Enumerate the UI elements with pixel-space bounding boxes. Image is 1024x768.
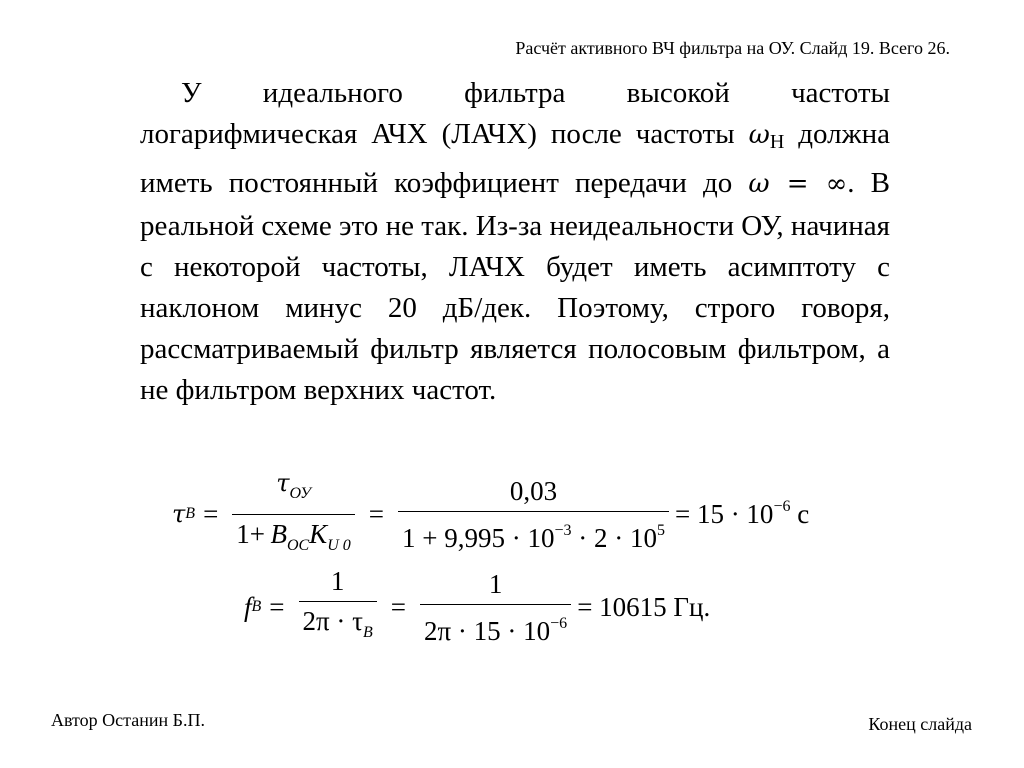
body-text-part2: должна иметь постоянный коэффициент передачи до	[140, 118, 891, 200]
footer-end-label: Конец слайда	[868, 714, 972, 734]
f1-fraction-2	[398, 476, 669, 553]
f2-fraction-2	[420, 569, 571, 646]
f1-frac2-denominator	[398, 511, 669, 553]
f2-result: = 10615 Гц.	[577, 591, 711, 622]
f1-frac2-den-mid: · 2 · 10	[571, 522, 657, 553]
f1-frac1-denominator	[232, 514, 354, 561]
f1-frac2-den-exp2: 5	[656, 521, 665, 539]
f2-frac1-denominator	[299, 601, 377, 648]
f2-equals-1: =	[269, 591, 285, 622]
f1-frac2-den-main: 1 + 9,995 · 10	[401, 522, 555, 553]
f1-equals-2: =	[368, 498, 384, 529]
f1-lhs-symbol: τ	[172, 500, 186, 528]
f1-lhs-sub: В	[185, 505, 196, 522]
slide-header: Расчёт активного ВЧ фильтра на ОУ. Слайд 19. Всего 26.	[515, 38, 950, 58]
f2-equals-2: =	[390, 591, 407, 622]
f2-fraction-1	[299, 566, 377, 648]
f1-frac1-numerator	[272, 467, 315, 514]
f2-frac1-den-main: 2π · τ	[302, 606, 364, 636]
omega-subscript: Н	[769, 131, 785, 154]
f1-frac1-num-sub: ОУ	[289, 485, 311, 502]
f1-result-unit: с	[790, 499, 810, 529]
f1-frac1-den-B-sub: ОС	[286, 537, 310, 554]
f2-frac1-numerator: 1	[330, 566, 345, 596]
f1-fraction-1	[232, 467, 354, 561]
f1-frac2-numerator: 0,03	[509, 475, 558, 506]
f2-lhs-symbol: f	[244, 591, 252, 622]
f2-frac2-den-main: 2π · 15 · 10	[424, 615, 551, 646]
body-text-part3: . В реальной схеме это не так. Из-за неидеальности ОУ, начиная с некоторой частоты, ЛАЧХ будет иметь асимптоту с наклоном минус 20 дБ/дек. Поэтому, строго говоря, рассматриваемый фильтр является полосовым фильтром, а не фильтром верхних частот.	[140, 167, 890, 407]
formula-frequency	[244, 566, 710, 648]
f2-frac2-numerator: 1	[488, 568, 503, 599]
f1-frac1-den-plus: +	[249, 519, 266, 549]
omega-infinity: ω = ∞	[748, 169, 848, 200]
footer-author: Автор Останин Б.П.	[51, 710, 205, 730]
f1-result-main: = 15 · 10	[674, 499, 774, 529]
f1-equals-1: =	[203, 498, 219, 529]
f1-frac2-den-exp1: −3	[554, 521, 572, 539]
f2-lhs-sub: В	[251, 598, 262, 615]
f1-frac1-num-symbol: τ	[276, 469, 290, 497]
f2-frac2-denominator	[420, 604, 571, 646]
f2-frac1-den-sub: В	[363, 624, 373, 641]
f1-frac1-den-K: K	[309, 519, 328, 549]
f1-frac1-den-B: B	[270, 519, 287, 549]
f1-result	[675, 498, 809, 530]
formula-time-constant	[172, 467, 809, 561]
f1-result-exp: −6	[773, 498, 791, 515]
body-paragraph	[140, 73, 890, 412]
f1-frac1-den-one: 1	[236, 519, 250, 549]
body-text-part1: У идеального фильтра высокой частоты логарифмическая АЧХ (ЛАЧХ) после частоты	[140, 77, 890, 151]
f1-frac1-den-K-sub: U 0	[327, 537, 351, 554]
omega-symbol: ω	[748, 120, 770, 151]
f2-frac2-den-exp: −6	[550, 614, 568, 632]
